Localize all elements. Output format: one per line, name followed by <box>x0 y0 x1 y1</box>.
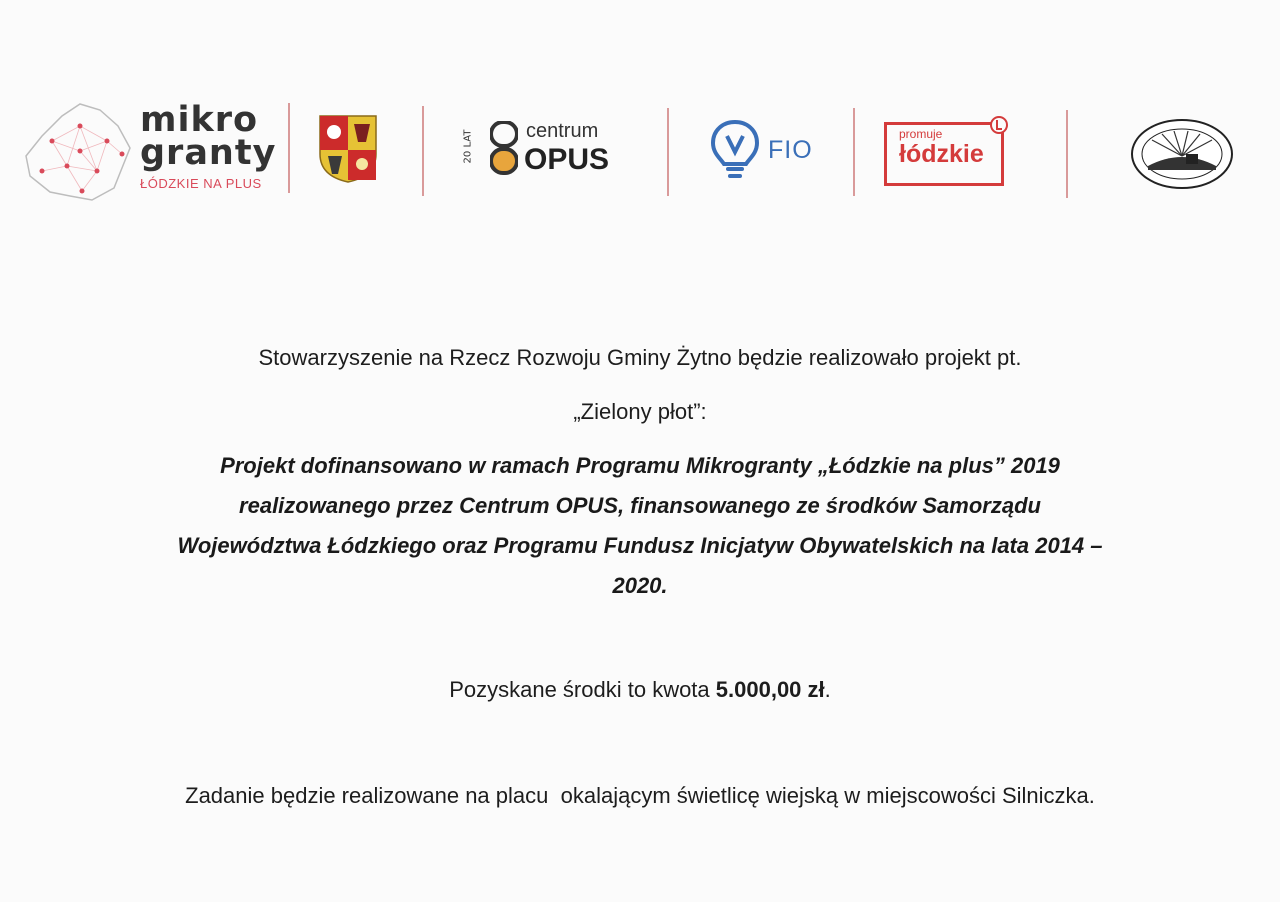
coat-of-arms-icon <box>318 114 378 184</box>
amount-value: 5.000,00 zł <box>715 677 825 702</box>
funding-line: 2020. <box>612 573 668 598</box>
opus-years: 20 LAT <box>462 129 474 164</box>
opus-title: OPUS <box>524 143 610 176</box>
funding-statement <box>0 446 1280 606</box>
funding-line: Województwa Łódzkiego oraz Programu Fundusz Inicjatyw Obywatelskich na lata 2014 – <box>177 533 1103 558</box>
promuje-lodzkie-logo <box>884 122 1004 186</box>
association-seal-icon <box>1130 118 1234 190</box>
amount-prefix: Pozyskane środki to kwota <box>449 677 716 702</box>
separator <box>1066 110 1068 198</box>
separator <box>288 103 290 193</box>
amount-suffix: . <box>824 677 831 702</box>
funding-line: realizowanego przez Centrum OPUS, finansowanego ze środków Samorządu <box>239 493 1041 518</box>
lightbulb-icon <box>710 120 760 182</box>
lodzkie-circle-icon <box>988 114 1010 136</box>
project-title: „Zielony płot”: <box>573 399 707 424</box>
separator <box>422 106 424 196</box>
opus-logo-icon <box>490 121 518 175</box>
promuje-big: łódzkie <box>899 140 984 168</box>
mikrogranty-subtitle: ŁÓDZKIE NA PLUS <box>140 176 262 191</box>
separator <box>853 108 855 196</box>
fio-label: FIO <box>768 136 813 164</box>
mikrogranty-logo <box>140 100 277 191</box>
intro-text: Stowarzyszenie na Rzecz Rozwoju Gminy Żytno będzie realizowało projekt pt. <box>258 345 1022 370</box>
amount-statement <box>0 673 1280 707</box>
mikrogranty-line2: granty <box>140 133 277 173</box>
mikrogranty-line1: mikro <box>140 100 259 140</box>
location-text: Zadanie będzie realizowane na placu okalającym świetlicę wiejską w miejscowości Silniczka. <box>185 783 1095 808</box>
lodzkie-map-network-icon <box>22 96 134 204</box>
funding-line: Projekt dofinansowano w ramach Programu Mikrogranty „Łódzkie na plus” 2019 <box>220 453 1060 478</box>
opus-centrum: centrum <box>526 120 599 142</box>
separator <box>667 108 669 196</box>
promuje-small: promuje <box>899 127 943 141</box>
logo-strip <box>0 0 1280 230</box>
